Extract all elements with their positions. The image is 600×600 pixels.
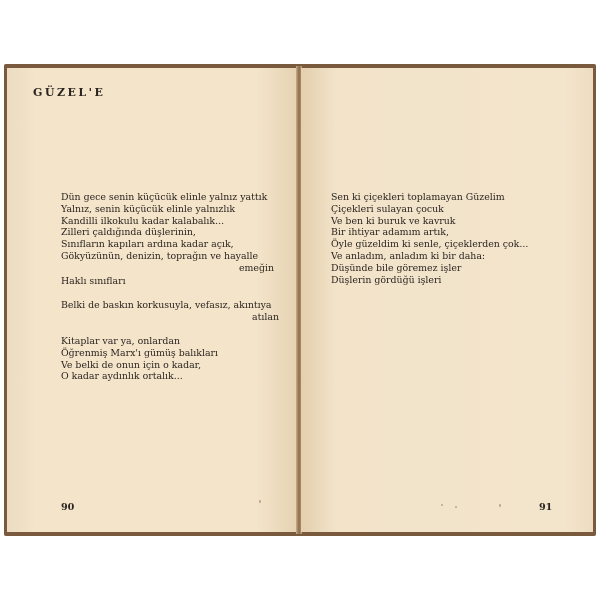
poem-line: Yalnız, senin küçücük elinle yalnızlık <box>61 203 235 215</box>
paper-speck <box>455 506 457 508</box>
poem-line: Sınıfların kapıları ardına kadar açık, <box>61 239 234 251</box>
poem-line: Düşünde bile göremez işler <box>331 262 462 274</box>
poem-line: Bir ihtiyar adamım artık, <box>331 227 449 239</box>
paper-speck <box>499 504 501 507</box>
page-number-left: 90 <box>61 502 75 513</box>
poem-line: Zilleri çaldığında düşlerinin, <box>61 227 196 239</box>
poem-line-hakli: Haklı sınıfları <box>61 276 126 287</box>
poem-stanza-1 <box>61 192 274 275</box>
poem-line: Gökyüzünün, denizin, toprağın ve hayalle <box>61 250 259 262</box>
poem-stanza-3 <box>61 336 218 383</box>
page-number-right: 91 <box>539 502 553 513</box>
paper-speck <box>441 504 443 506</box>
running-head: GÜZEL'E <box>33 86 106 99</box>
poem-line: Kandilli ilkokulu kadar kalabalık... <box>61 215 225 227</box>
poem-line: Sen ki çiçekleri toplamayan Güzelim <box>331 192 505 203</box>
poem-line: Belki de baskın korkusuyla, vefasız, akıntıya <box>61 300 272 311</box>
poem-line: Kitaplar var ya, onlardan <box>61 336 180 347</box>
poem-line: O kadar aydınlık ortalık... <box>61 371 183 383</box>
poem-line: Düşlerin gördüğü işleri <box>331 274 442 286</box>
left-page <box>7 68 297 532</box>
poem-stanza-2 <box>61 300 279 324</box>
poem-line: Öyle güzeldim ki senle, çiçeklerden çok... <box>331 239 529 251</box>
poem-line-continuation: emeğin <box>238 262 274 274</box>
poem-line: Çiçekleri sulayan çocuk <box>331 203 444 215</box>
poem-line: Ve anladım, anladım ki bir daha: <box>331 250 486 262</box>
poem-line: Ve ben ki buruk ve kavruk <box>331 215 456 227</box>
poem-line: Dün gece senin küçücük elinle yalnız yattık <box>61 192 268 203</box>
poem-stanza <box>331 192 528 286</box>
paper-speck <box>259 500 261 503</box>
right-page <box>301 68 593 532</box>
poem-line: Öğrenmiş Marx'ı gümüş balıkları <box>61 347 219 359</box>
poem-line-continuation: atılan <box>252 311 279 323</box>
poem-line: Ve belki de onun için o kadar, <box>61 359 202 371</box>
